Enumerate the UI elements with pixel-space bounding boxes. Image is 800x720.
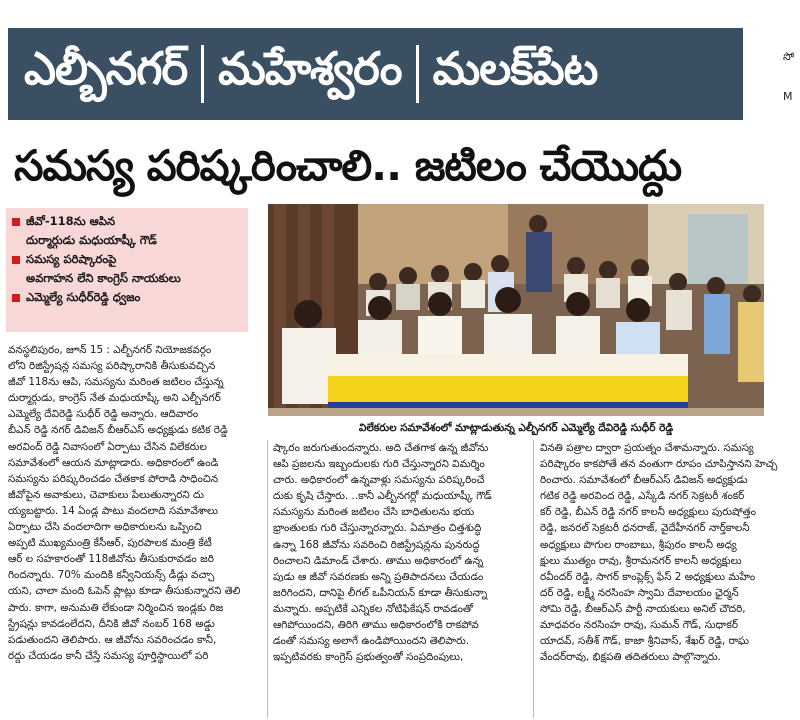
banner-section-lbnagar: ఎల్బీనగర్ [24,42,188,95]
body-line: ఎమ్మెల్యే దేవిరెడ్డి సుధీర్ రెడ్డి అన్నారు. ఆదివారం [8,408,199,421]
body-line: మన్నారు. అప్పటికే ఎన్నికల నోటిఫికేషన్ రావడంతో [273,602,474,615]
press-conference-photo [268,204,764,416]
body-line: యాదవ్, సతీశ్ గౌడ్, కాజా శ్రీనివాస్, శేఖర్ రెడ్డి, రాఘ [540,635,750,648]
banner-side-text: M [783,90,793,103]
body-line: రద్దు చేయడం కానీ చేస్తే సమస్య పూర్తిస్థాయిలో పరి [8,649,209,662]
highlights-box [6,208,248,332]
body-line: గటిక రెడ్డి అరవింద రెడ్డి, ఎస్కేడి నగర్ సెక్రటరీ శంకర్ [540,490,745,503]
body-line: ఆపి ప్రజలను ఇబ్బందులకు గురి చేస్తున్నారని విమర్శిం [273,458,485,471]
section-banner [0,28,800,120]
body-line: యని, చాలా మంది ఓపెన్ ప్లాట్లు కూడా తీసుకున్నారని తెలి [8,585,241,598]
body-line: అరవింద్ రెడ్డి నివాసంలో ఏర్పాటు చేసిన విలేకరుల [8,440,207,453]
body-line: య్యబట్టారు. 14 ఏండ్ల పాటు వందలాది సమావేశాలు [8,504,218,517]
body-line: ఉన్నా 168 జీవోను సవరించి రిజిస్ట్రేషన్లను పునరుద్ధ [273,538,480,551]
body-line: చారు. అధికారంలో ఉన్నవాళ్లు సమస్యను పరిష్కరించే [273,474,485,487]
body-line: అప్పటి ముఖ్యమంత్రి కేసీఆర్, పురపాలక మంత్రి కేటీ [8,537,212,550]
body-line: దర్ రెడ్డి, లక్ష్మీ నరసింహ స్వామి దేవాలయం ఛైర్మన్ [540,586,739,599]
highlight-item [12,250,242,269]
body-line: సమస్యను పరిష్కరించడం చేతకాక పోరాడి సాధించిన [8,472,218,485]
body-line: వినతి పత్రాల ద్వారా ప్రయత్నం చేశామన్నారు. సమస్య [540,442,754,454]
banner-side-strip [743,28,800,120]
body-line: వేందర్‌రావు, భిక్షపతి తదితరులు పాల్గొన్నారు. [540,651,721,664]
body-line: సోమి రెడ్డి, బీఆర్ఎస్ పార్టీ నాయకులు అనిల్ చౌదరి, [540,602,746,615]
body-line: భ్రాంతులకు గురి చేస్తున్నారన్నారు. ఏమాత్రం చిత్తశుద్ధి [273,522,482,535]
banner-section-malakpet: మలక్‌పేట [432,42,598,95]
banner-section-maheshwaram: మహేశ్వరం [218,42,402,95]
body-line: సమావేశంలో ఆయన మాట్లాడారు. అధికారంలో ఉండి [8,456,219,469]
article-column-3 [540,440,795,665]
highlight-text: అవగాహన లేని కాంగ్రెస్ నాయకులు [26,271,181,285]
highlight-text: ఎమ్మెల్యే సుధీర్‌రెడ్డి ధ్వజం [26,290,141,304]
banner-divider [416,45,419,103]
body-line: కర్ రెడ్డి, బీఎన్ రెడ్డి నగర్ కాలనీ అధ్యక్షులు పురుషోత్తం [540,506,756,519]
photo-caption: విలేకరుల సమావేశంలో మాట్లాడుతున్న ఎల్బీనగర్ ఎమ్మెల్యే దేవిరెడ్డి సుధీర్ రెడ్డి [358,422,674,434]
photo-illustration [268,204,764,416]
body-line: ఆర్ ల సహకారంతో 118జీవోను తీసుకురావడం జరి [8,553,214,566]
body-line: గిందన్నారు. 70% మందికి కన్వీనియన్స్ డీడ్లు వచ్చా [8,569,215,582]
highlight-text: జీవో-118ను ఆపిన [26,214,116,228]
banner-divider [201,45,204,103]
article-column-2 [273,440,525,665]
article-column-1 [8,342,262,664]
body-line: రించారు. సమావేశంలో బీఆర్ఎస్ డివిజన్ అధ్యక్షుడు [540,474,748,487]
highlight-item [12,212,242,231]
body-line: దుకు కృషి చేస్తారు. ..కానీ ఎల్బీనగర్లో మధుయాష్కీ గౌడ్ [273,490,492,503]
body-line: ఇప్పటివరకు కాంగ్రెస్ ప్రభుత్వంతో సంప్రదింపులు, [273,651,464,664]
body-line: అధ్యక్షులు పొగుల రాంబాబు, శ్రీపురం కాలనీ అధ్య [540,538,737,551]
body-line: మాధవరం నరసింహ రావు, సుమన్ గౌడ్, సుధాకర్ [540,619,739,632]
body-line: దుర్మార్గుడు, కాంగ్రెస్ నేత మధుయాష్కీ అని ఎల్బీనగర్ [8,392,221,405]
body-line: లోని రిజిస్ట్రేషన్ల సమస్య పరిష్కారానికి తీసుకువచ్చిన [8,360,216,373]
body-line: స్ట్రేషన్లు కావడంలేదని, దీనికి జీవో నంబర్ 168 అడ్డు [8,617,215,630]
body-line: రించాలని డిమాండ్ చేశారు. తాము అధికారంలో ఉన్న [273,554,484,567]
article-headline: సమస్య పరిష్కరించాలి.. జటిలం చేయొద్దు [14,141,682,190]
bullet-square-icon [12,294,20,302]
body-line: పుడు ఆ జీవో సవరణకు అన్ని ప్రతిపాదనలు చేయడం [273,570,484,583]
highlight-text: దుర్మార్గుడు మధుయాష్కీ గౌడ్ [26,233,157,247]
column-divider [267,440,268,718]
body-line: జరిగిందని, దానిపై లీగల్ ఒపీనియన్ కూడా తీసుకున్నా [273,586,488,599]
bullet-square-icon [12,218,20,226]
body-line: జీవోపైన అవాకులు, చెవాకులు పేలుతున్నారని దు [8,488,204,501]
banner-title-bar [8,28,743,120]
column-divider [533,440,534,718]
highlight-item [12,288,242,307]
body-line: ఏర్పాటు చేసి వందలాదిగా అధికారులను ఒప్పించి [8,521,202,534]
body-line: డంతో సమస్య అలాగే ఉండిపోయిందని తెలిపారు. [273,635,470,648]
body-line: పారు. కాగా, అనుమతి లేకుండా నిర్మించిన ఇండ్లకు రిజ [8,601,224,614]
body-line: వనస్థలిపురం, జూన్ 15 : ఎల్బీనగర్ నియోజకవర్గం [8,344,212,356]
bullet-square-icon [12,256,20,264]
body-line: ఆగిపోయిందని, తిరిగి తాము అధికారంలోకి రాకపోవ [273,619,479,632]
highlight-text: సమస్య పరిష్కారంపై [26,252,117,266]
body-line: ష్కారం జరుగుతుందన్నారు. అది చేతగాక ఉన్న జీవోను [273,442,489,454]
body-line: సమస్యను మరింత జటిలం చేసి బాధితులను భయ [273,506,475,519]
body-line: రెడ్డి, జనరల్ సెక్రటరీ ధనరాజ్, వైదేహీనగర్ నార్త్‌కాలనీ [540,522,750,535]
body-line: బీఎన్ రెడ్డి నగర్ డివిజన్ బీఆర్ఎస్ అధ్యక్షుడు కటిక రెడ్డి [8,424,228,437]
body-line: పడుతుందని తెలిపారు. ఆ జీవోను సవరించడం కానీ, [8,633,217,646]
body-line: పరిష్కారం కాకపోతే తన వంతుగా రూపం చూపిస్తానని హెచ్చ [540,458,778,471]
body-line: క్షులు ముత్యం రావు, శ్రీరామనగర్ కాలనీ అధ్యక్షులు [540,554,742,567]
banner-side-text: సో [783,50,795,63]
body-line: రవీందర్ రెడ్డి, సాగర్ కాంప్లెక్స్ ఫేస్ 2 అధ్యక్షులు మహేం [540,570,756,583]
body-line: జీవో 118ను ఆపి, సమస్యను మరింత జటిలం చేస్తున్న [8,376,224,389]
